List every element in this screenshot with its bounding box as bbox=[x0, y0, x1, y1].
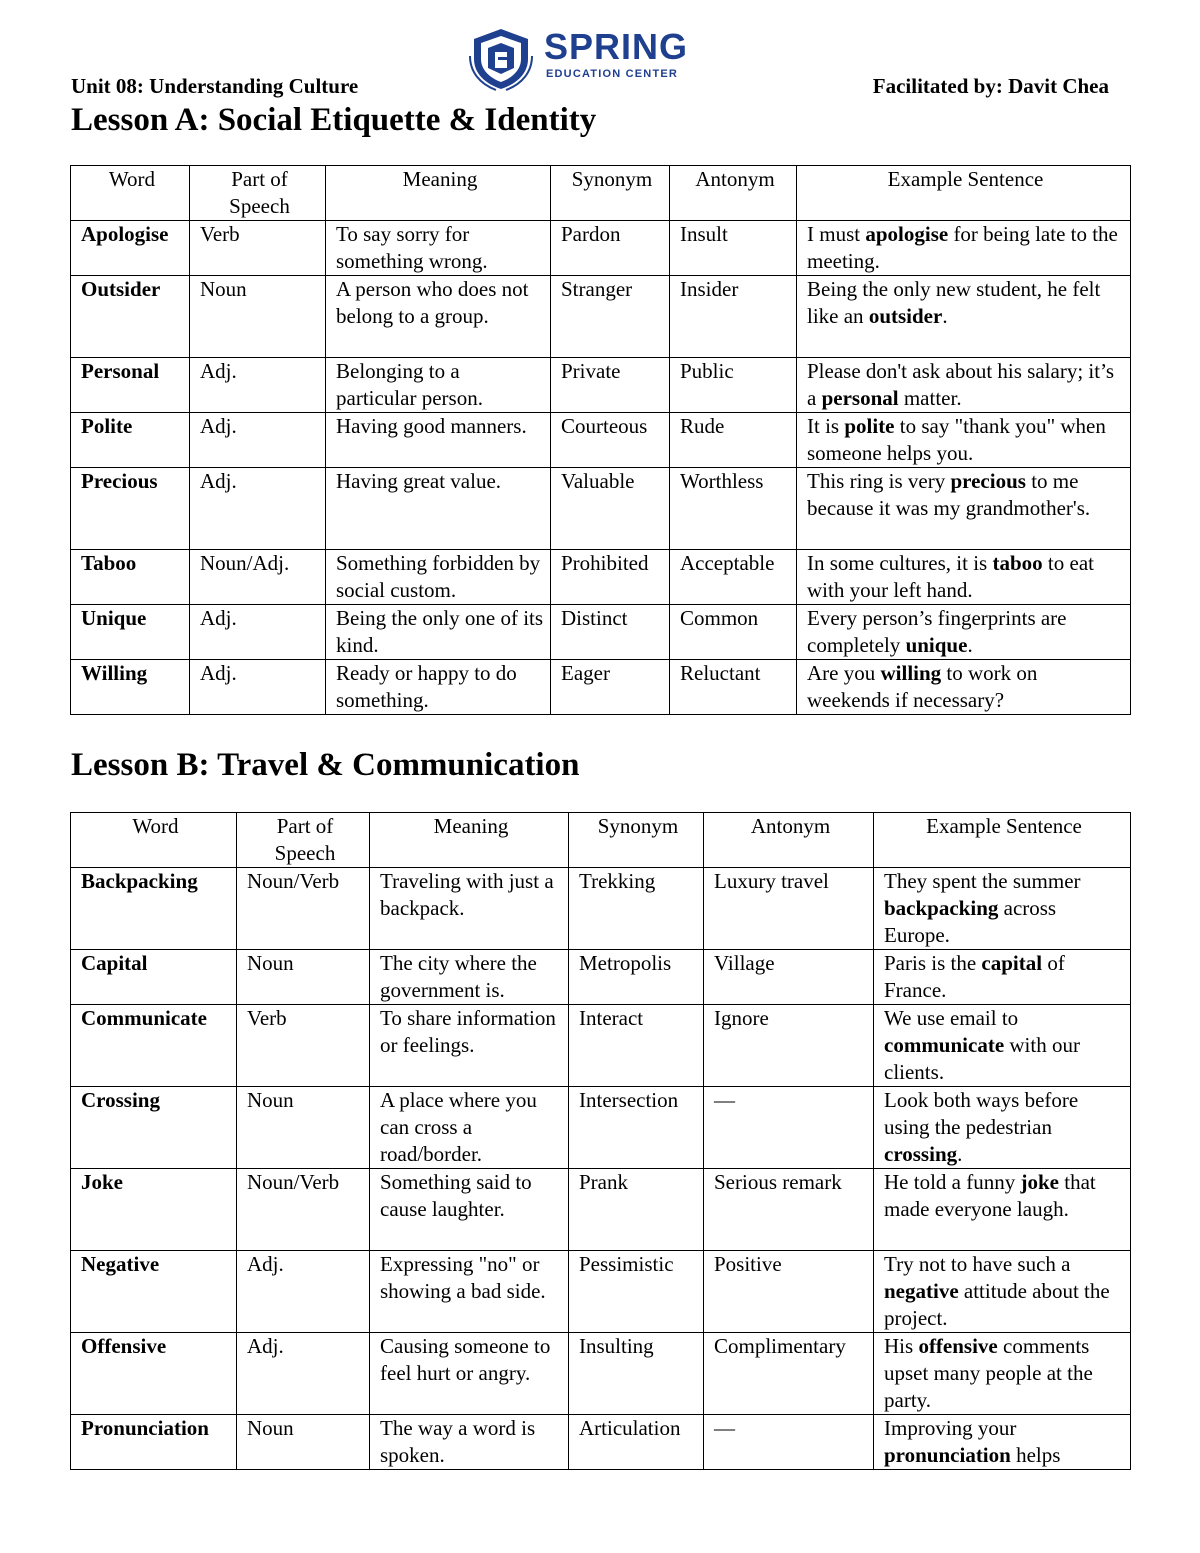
example-keyword: crossing bbox=[884, 1142, 958, 1166]
example-text: They spent the summer bbox=[884, 869, 1081, 893]
example-keyword: communicate bbox=[884, 1033, 1005, 1057]
table-row bbox=[71, 1415, 1131, 1470]
column-header: Antonym bbox=[670, 166, 797, 221]
example-keyword: personal bbox=[821, 386, 899, 410]
column-header: Meaning bbox=[326, 166, 551, 221]
example-sentence-cell bbox=[797, 358, 1131, 413]
example-text: with our clients. bbox=[884, 1033, 1080, 1084]
word-cell: Apologise bbox=[71, 221, 190, 276]
meaning-cell: Traveling with just a backpack. bbox=[370, 868, 569, 950]
word-cell: Outsider bbox=[71, 276, 190, 358]
meaning-cell: A person who does not belong to a group. bbox=[326, 276, 551, 358]
synonym-cell: Courteous bbox=[551, 413, 670, 468]
antonym-cell: Serious remark bbox=[704, 1169, 874, 1251]
example-sentence-cell bbox=[797, 468, 1131, 550]
table-row bbox=[71, 550, 1131, 605]
column-header: Synonym bbox=[569, 813, 704, 868]
meaning-cell: Expressing "no" or showing a bad side. bbox=[370, 1251, 569, 1333]
table-row bbox=[71, 950, 1131, 1005]
example-text: Being the only new student, he felt like an bbox=[807, 277, 1101, 328]
synonym-cell: Prank bbox=[569, 1169, 704, 1251]
word-cell: Precious bbox=[71, 468, 190, 550]
example-text: to say "thank you" when someone helps you. bbox=[807, 414, 1106, 465]
example-text: Are you bbox=[807, 661, 881, 685]
table-header-row bbox=[71, 813, 1131, 868]
word-cell: Willing bbox=[71, 660, 190, 715]
synonym-cell: Prohibited bbox=[551, 550, 670, 605]
meaning-cell: Belonging to a particular person. bbox=[326, 358, 551, 413]
meaning-cell: Having great value. bbox=[326, 468, 551, 550]
example-sentence-cell bbox=[797, 276, 1131, 358]
example-keyword: offensive bbox=[918, 1334, 998, 1358]
logo-subtitle: EDUCATION CENTER bbox=[546, 68, 679, 80]
spring-logo bbox=[466, 26, 706, 92]
example-text: comments upset many people at the party. bbox=[884, 1334, 1093, 1412]
synonym-cell: Insulting bbox=[569, 1333, 704, 1415]
example-sentence-cell bbox=[874, 1087, 1131, 1169]
word-cell: Crossing bbox=[71, 1087, 237, 1169]
word-cell: Joke bbox=[71, 1169, 237, 1251]
antonym-cell: Positive bbox=[704, 1251, 874, 1333]
example-text: Improving your bbox=[884, 1416, 1017, 1440]
lesson-a-title: Lesson A: Social Etiquette & Identity bbox=[71, 102, 597, 138]
column-header: Example Sentence bbox=[797, 166, 1131, 221]
example-text: that made everyone laugh. bbox=[884, 1170, 1096, 1221]
column-header: Synonym bbox=[551, 166, 670, 221]
example-text: . bbox=[967, 633, 973, 657]
antonym-cell: Acceptable bbox=[670, 550, 797, 605]
antonym-cell: Insult bbox=[670, 221, 797, 276]
meaning-cell: Something said to cause laughter. bbox=[370, 1169, 569, 1251]
example-keyword: capital bbox=[981, 951, 1043, 975]
lesson-a-table bbox=[70, 165, 1131, 715]
example-keyword: polite bbox=[844, 414, 895, 438]
example-text: Please don't ask about his salary; it’s a bbox=[807, 359, 1115, 410]
meaning-cell: Ready or happy to do something. bbox=[326, 660, 551, 715]
example-sentence-cell bbox=[874, 868, 1131, 950]
antonym-cell: Reluctant bbox=[670, 660, 797, 715]
example-text: helps bbox=[1010, 1443, 1061, 1467]
antonym-cell: Insider bbox=[670, 276, 797, 358]
example-text: It is bbox=[807, 414, 845, 438]
synonym-cell: Articulation bbox=[569, 1415, 704, 1470]
table-row bbox=[71, 413, 1131, 468]
part-of-speech-cell: Verb bbox=[190, 221, 326, 276]
synonym-cell: Eager bbox=[551, 660, 670, 715]
antonym-cell: Luxury travel bbox=[704, 868, 874, 950]
example-text: His bbox=[884, 1334, 919, 1358]
example-text: We use email to bbox=[884, 1006, 1019, 1030]
example-keyword: precious bbox=[950, 469, 1026, 493]
logo-brand: SPRING bbox=[544, 26, 689, 67]
part-of-speech-cell: Adj. bbox=[237, 1251, 370, 1333]
antonym-cell: Worthless bbox=[670, 468, 797, 550]
meaning-cell: The city where the government is. bbox=[370, 950, 569, 1005]
example-text: to me because it was my grandmother's. bbox=[807, 469, 1091, 520]
example-sentence-cell bbox=[797, 413, 1131, 468]
meaning-cell: Having good manners. bbox=[326, 413, 551, 468]
example-sentence-cell bbox=[874, 1169, 1131, 1251]
example-keyword: negative bbox=[884, 1279, 959, 1303]
word-cell: Communicate bbox=[71, 1005, 237, 1087]
table-row bbox=[71, 1005, 1131, 1087]
example-text: This ring is very bbox=[807, 469, 951, 493]
antonym-cell: Village bbox=[704, 950, 874, 1005]
example-text: across Europe. bbox=[884, 896, 1057, 947]
meaning-cell: Something forbidden by social custom. bbox=[326, 550, 551, 605]
column-header: Meaning bbox=[370, 813, 569, 868]
synonym-cell: Pardon bbox=[551, 221, 670, 276]
table-row bbox=[71, 221, 1131, 276]
example-sentence-cell bbox=[797, 221, 1131, 276]
meaning-cell: Causing someone to feel hurt or angry. bbox=[370, 1333, 569, 1415]
word-cell: Personal bbox=[71, 358, 190, 413]
meaning-cell: To share information or feelings. bbox=[370, 1005, 569, 1087]
word-cell: Capital bbox=[71, 950, 237, 1005]
example-sentence-cell bbox=[874, 1005, 1131, 1087]
table-row bbox=[71, 868, 1131, 950]
example-sentence-cell bbox=[797, 605, 1131, 660]
part-of-speech-cell: Noun/Verb bbox=[237, 1169, 370, 1251]
column-header: Word bbox=[71, 813, 237, 868]
meaning-cell: To say sorry for something wrong. bbox=[326, 221, 551, 276]
example-text: In some cultures, it is bbox=[807, 551, 993, 575]
part-of-speech-cell: Adj. bbox=[237, 1333, 370, 1415]
meaning-cell: A place where you can cross a road/border. bbox=[370, 1087, 569, 1169]
example-keyword: unique bbox=[905, 633, 968, 657]
antonym-cell: Rude bbox=[670, 413, 797, 468]
part-of-speech-cell: Noun bbox=[237, 1087, 370, 1169]
example-text: He told a funny bbox=[884, 1170, 1021, 1194]
example-text: Paris is the bbox=[884, 951, 982, 975]
synonym-cell: Metropolis bbox=[569, 950, 704, 1005]
table-row bbox=[71, 1333, 1131, 1415]
part-of-speech-cell: Noun bbox=[237, 1415, 370, 1470]
example-text: of France. bbox=[884, 951, 1065, 1002]
example-text: Try not to have such a bbox=[884, 1252, 1071, 1276]
column-header: Antonym bbox=[704, 813, 874, 868]
word-cell: Backpacking bbox=[71, 868, 237, 950]
example-keyword: apologise bbox=[865, 222, 949, 246]
example-keyword: backpacking bbox=[884, 896, 999, 920]
example-sentence-cell bbox=[874, 950, 1131, 1005]
table-row bbox=[71, 276, 1131, 358]
antonym-cell: Complimentary bbox=[704, 1333, 874, 1415]
column-header: Part of Speech bbox=[190, 166, 326, 221]
example-text: to work on weekends if necessary? bbox=[807, 661, 1038, 712]
example-keyword: taboo bbox=[992, 551, 1043, 575]
synonym-cell: Stranger bbox=[551, 276, 670, 358]
antonym-cell: Common bbox=[670, 605, 797, 660]
lesson-b-table bbox=[70, 812, 1131, 1470]
synonym-cell: Valuable bbox=[551, 468, 670, 550]
example-text: . bbox=[957, 1142, 963, 1166]
word-cell: Negative bbox=[71, 1251, 237, 1333]
meaning-cell: Being the only one of its kind. bbox=[326, 605, 551, 660]
example-keyword: willing bbox=[880, 661, 942, 685]
synonym-cell: Distinct bbox=[551, 605, 670, 660]
antonym-cell: — bbox=[704, 1087, 874, 1169]
antonym-cell: Ignore bbox=[704, 1005, 874, 1087]
synonym-cell: Pessimistic bbox=[569, 1251, 704, 1333]
table-row bbox=[71, 660, 1131, 715]
synonym-cell: Intersection bbox=[569, 1087, 704, 1169]
word-cell: Pronunciation bbox=[71, 1415, 237, 1470]
example-text: attitude about the project. bbox=[884, 1279, 1110, 1330]
part-of-speech-cell: Noun bbox=[190, 276, 326, 358]
antonym-cell: Public bbox=[670, 358, 797, 413]
unit-title: Unit 08: Understanding Culture bbox=[71, 74, 359, 98]
part-of-speech-cell: Verb bbox=[237, 1005, 370, 1087]
table-row bbox=[71, 468, 1131, 550]
word-cell: Unique bbox=[71, 605, 190, 660]
example-keyword: outsider bbox=[868, 304, 943, 328]
part-of-speech-cell: Adj. bbox=[190, 468, 326, 550]
antonym-cell: — bbox=[704, 1415, 874, 1470]
example-text: for being late to the meeting. bbox=[807, 222, 1118, 273]
part-of-speech-cell: Adj. bbox=[190, 660, 326, 715]
spring-shield-icon bbox=[466, 26, 536, 92]
example-text: Every person’s fingerprints are completely bbox=[807, 606, 1067, 657]
column-header: Part of Speech bbox=[237, 813, 370, 868]
example-sentence-cell bbox=[797, 550, 1131, 605]
lesson-b-title: Lesson B: Travel & Communication bbox=[71, 747, 580, 783]
part-of-speech-cell: Adj. bbox=[190, 358, 326, 413]
table-row bbox=[71, 1169, 1131, 1251]
column-header: Word bbox=[71, 166, 190, 221]
table-row bbox=[71, 1251, 1131, 1333]
part-of-speech-cell: Noun/Adj. bbox=[190, 550, 326, 605]
part-of-speech-cell: Noun/Verb bbox=[237, 868, 370, 950]
example-text: matter. bbox=[898, 386, 962, 410]
table-row bbox=[71, 358, 1131, 413]
example-text: . bbox=[942, 304, 948, 328]
table-row bbox=[71, 605, 1131, 660]
example-sentence-cell bbox=[874, 1251, 1131, 1333]
word-cell: Taboo bbox=[71, 550, 190, 605]
example-keyword: joke bbox=[1020, 1170, 1059, 1194]
table-row bbox=[71, 1087, 1131, 1169]
example-text: to eat with your left hand. bbox=[807, 551, 1094, 602]
example-text: I must bbox=[807, 222, 866, 246]
facilitator-name: Facilitated by: Davit Chea bbox=[872, 74, 1109, 98]
column-header: Example Sentence bbox=[874, 813, 1131, 868]
example-sentence-cell bbox=[874, 1333, 1131, 1415]
table-header-row bbox=[71, 166, 1131, 221]
word-cell: Polite bbox=[71, 413, 190, 468]
meaning-cell: The way a word is spoken. bbox=[370, 1415, 569, 1470]
part-of-speech-cell: Adj. bbox=[190, 413, 326, 468]
part-of-speech-cell: Noun bbox=[237, 950, 370, 1005]
example-text: Look both ways before using the pedestrian bbox=[884, 1088, 1079, 1139]
synonym-cell: Private bbox=[551, 358, 670, 413]
example-sentence-cell bbox=[874, 1415, 1131, 1470]
word-cell: Offensive bbox=[71, 1333, 237, 1415]
example-sentence-cell bbox=[797, 660, 1131, 715]
synonym-cell: Trekking bbox=[569, 868, 704, 950]
synonym-cell: Interact bbox=[569, 1005, 704, 1087]
example-keyword: pronunciation bbox=[884, 1443, 1011, 1467]
part-of-speech-cell: Adj. bbox=[190, 605, 326, 660]
